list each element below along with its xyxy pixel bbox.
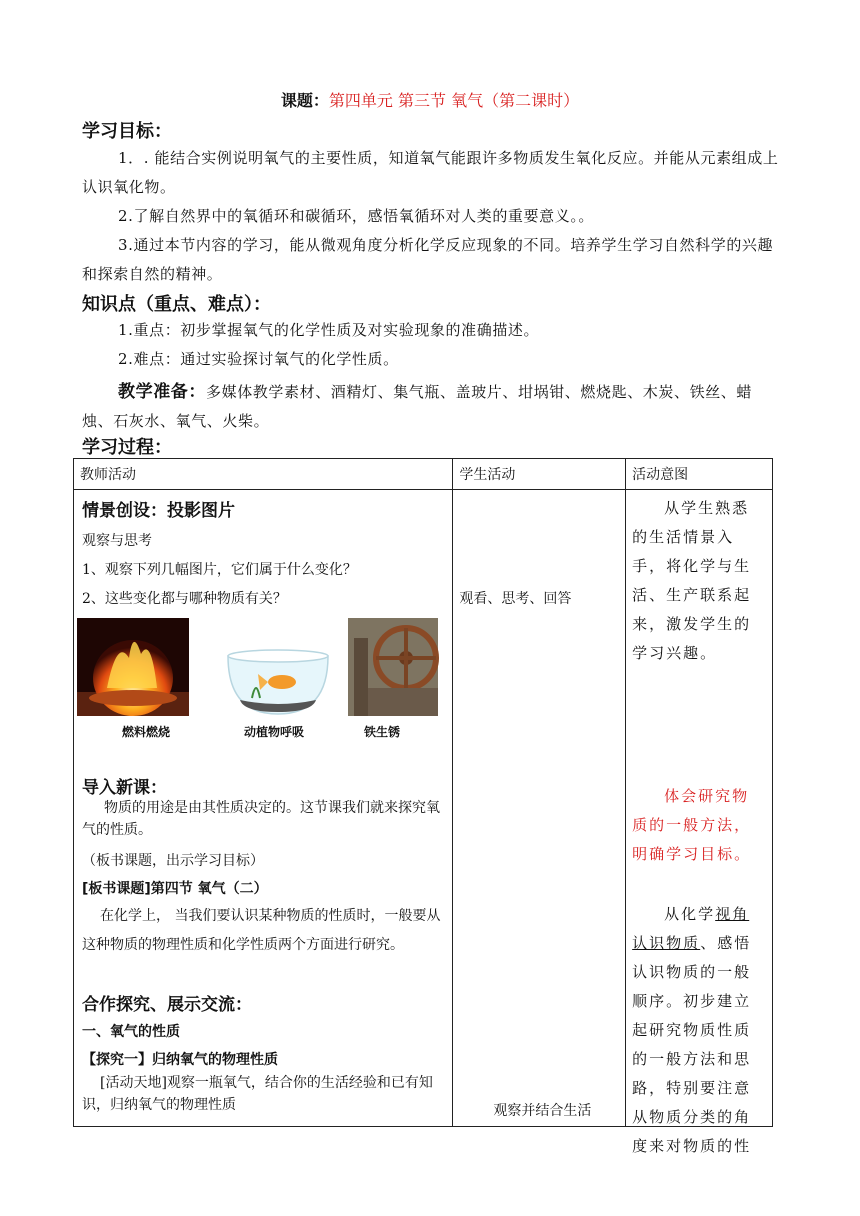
knowledge-item: 1.重点：初步掌握氧气的化学性质及对实验现象的准确描述。 bbox=[118, 321, 540, 339]
knowledge-heading: 知识点（重点、难点）： bbox=[82, 294, 271, 315]
table-row bbox=[74, 490, 773, 1127]
objective-item: 1．. 能结合实例说明氧气的主要性质，知道氧气能跟许多物质发生氧化反应。并能从元素组成上认识氧化物。 bbox=[82, 149, 779, 196]
process-heading: 学习过程： bbox=[82, 437, 172, 458]
teaching-prep-label: 教学准备： bbox=[118, 382, 206, 402]
bonfire-image bbox=[77, 618, 189, 716]
intent-1: 从学生熟悉的生活情景入手，将化学与生活、生产联系起来，激发学生的学习兴趣。 bbox=[632, 499, 752, 662]
question-1: 1、观察下列几幅图片，它们属于什么变化？ bbox=[82, 562, 357, 578]
rusted-iron-image bbox=[348, 618, 438, 716]
objectives-heading: 学习目标： bbox=[82, 121, 172, 142]
intent-2: 体会研究物质的一般方法，明确学习目标。 bbox=[632, 787, 752, 863]
teaching-prep bbox=[82, 378, 782, 436]
lesson-title bbox=[0, 88, 860, 111]
fishbowl-image bbox=[222, 642, 334, 718]
process-table bbox=[73, 458, 773, 1155]
caption-combustion: 燃料燃烧 bbox=[122, 725, 171, 739]
teacher-activity-cell bbox=[74, 490, 453, 1127]
explore-1-title: 【探究一】归纳氧气的物理性质 bbox=[82, 1052, 278, 1068]
objective-item: 3.通过本节内容的学习，能从微观角度分析化学反应现象的不同。培养学生学习自然科学的兴趣和探索自然的精神。 bbox=[82, 236, 774, 283]
objective-item: 2.了解自然界中的氧循环和碳循环，感悟氧循环对人类的重要意义。。 bbox=[118, 207, 595, 225]
activity-text: [活动天地]观察一瓶氧气，结合你的生活经验和已有知识，归纳氧气的物理性质 bbox=[82, 1075, 433, 1113]
coop-heading: 合作探究、展示交流： bbox=[82, 995, 252, 1015]
intent-cell bbox=[626, 490, 773, 1155]
table-header-row bbox=[74, 459, 773, 490]
intent-3: 从化学视角认识物质、感悟认识物质的一般顺序。初步建立起研究物质性质的一般方法和思路，特别要注意从物质分类的角度来对物质的性 bbox=[632, 905, 752, 1155]
student-activity-1: 观看、思考、回答 bbox=[459, 591, 572, 607]
column-header-intent: 活动意图 bbox=[626, 459, 773, 490]
intent-3-underlined: 视角认识物质 bbox=[632, 905, 750, 952]
teaching-prep-text: 多媒体教学素材、酒精灯、集气瓶、盖玻片、坩埚钳、燃烧匙、木炭、铁丝、蜡烛、石灰水、氧气、火柴。 bbox=[82, 383, 753, 430]
lesson-title-text: 第四单元 第三节 氧气（第二课时） bbox=[328, 91, 580, 110]
knowledge-item: 2.难点：通过实验探讨氧气的化学性质。 bbox=[118, 350, 399, 368]
caption-rusting: 铁生锈 bbox=[364, 725, 401, 739]
scene-heading: 情景创设：投影图片 bbox=[82, 501, 235, 521]
question-2: 2、这些变化都与哪种物质有关？ bbox=[82, 591, 287, 607]
intro-text: 物质的用途是由其性质决定的。这节课我们就来探究氧气的性质。 bbox=[82, 800, 440, 838]
section-oxygen-properties: 一、氧气的性质 bbox=[82, 1024, 180, 1040]
objectives-list bbox=[82, 144, 782, 289]
column-header-student: 学生活动 bbox=[453, 459, 626, 490]
board-title: [板书课题]第四节 氧气（二） bbox=[82, 881, 268, 897]
lesson-title-label: 课题： bbox=[280, 91, 329, 110]
caption-respiration: 动植物呼吸 bbox=[244, 725, 305, 739]
board-note: （板书课题，出示学习目标） bbox=[82, 853, 264, 869]
student-activity-2: 观察并结合生活 bbox=[493, 1103, 592, 1119]
chem-text: 在化学上， 当我们要认识某种物质的性质时，一般要从这种物质的物理性质和化学性质两个方面进行研究。 bbox=[82, 908, 441, 953]
student-activity-cell bbox=[453, 490, 626, 1127]
column-header-teacher: 教师活动 bbox=[74, 459, 453, 490]
observe-text: 观察与思考 bbox=[82, 533, 152, 549]
intro-heading: 导入新课： bbox=[82, 778, 167, 798]
knowledge-list bbox=[82, 316, 782, 436]
